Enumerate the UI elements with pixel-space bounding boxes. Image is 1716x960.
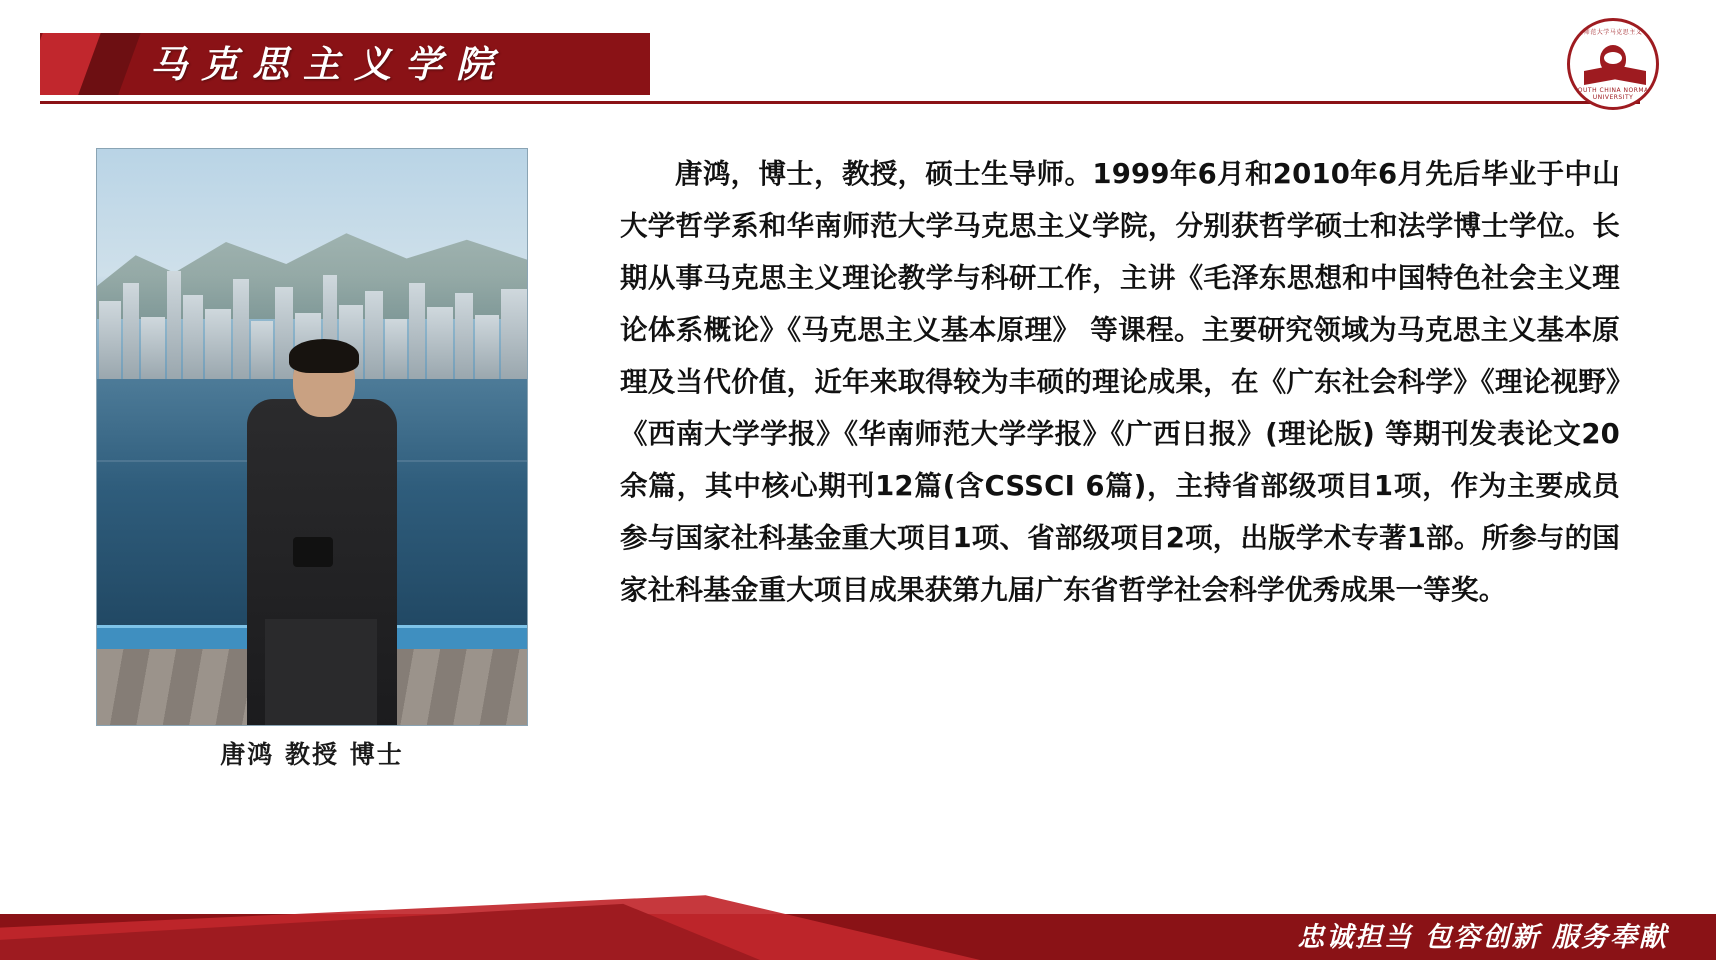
photo-person-hair [289,339,359,373]
footer-slogan: 忠诚担当 包容创新 服务奉献 [1297,922,1668,953]
biography-paragraph: 唐鸿，博士，教授，硕士生导师。1999年6月和2010年6月先后毕业于中山大学哲学系和华南师范大学马克思主义学院，分别获哲学硕士和法学博士学位。长期从事马克思主义理论教学与科研工作，主讲《毛泽东思想和中国特色社会主义理论体系概论》《马克思主义基本原理》 等课程。主要研究领域为马克思主义基本原理及当代价值，近年来取得较为丰硕的理论成果，在《广东社会科学》《理论视野》《西南大学学报》《华南师范大学学报》《广西日报》(理论版) 等期刊发表论文20余篇，其中核心期刊12篇(含CSSCI 6篇)，主持省部级项目1项，作为主要成员参与国家社科基金重大项目1项、省部级项目2项，出版学术专著1部。所参与的国家社科基金重大项目成果获第九届广东省哲学社会科学优秀成果一等奖。 [620,158,1620,606]
emblem-book-shape [1584,65,1646,85]
emblem-ring-text-top: 华南师范大学马克思主义学院 [1570,29,1656,36]
header-divider [40,101,1640,104]
footer-banner [0,888,1716,960]
photo-caption: 唐鸿 教授 博士 [220,740,404,769]
profile-photo [96,148,528,726]
header-banner [40,33,650,95]
page-title: 马克思主义学院 [150,42,507,86]
photo-person-legs [265,619,377,726]
emblem-ring-text-bottom: SOUTH CHINA NORMAL UNIVERSITY [1573,87,1653,101]
photo-camera [293,537,333,567]
school-emblem-icon [1567,18,1659,110]
